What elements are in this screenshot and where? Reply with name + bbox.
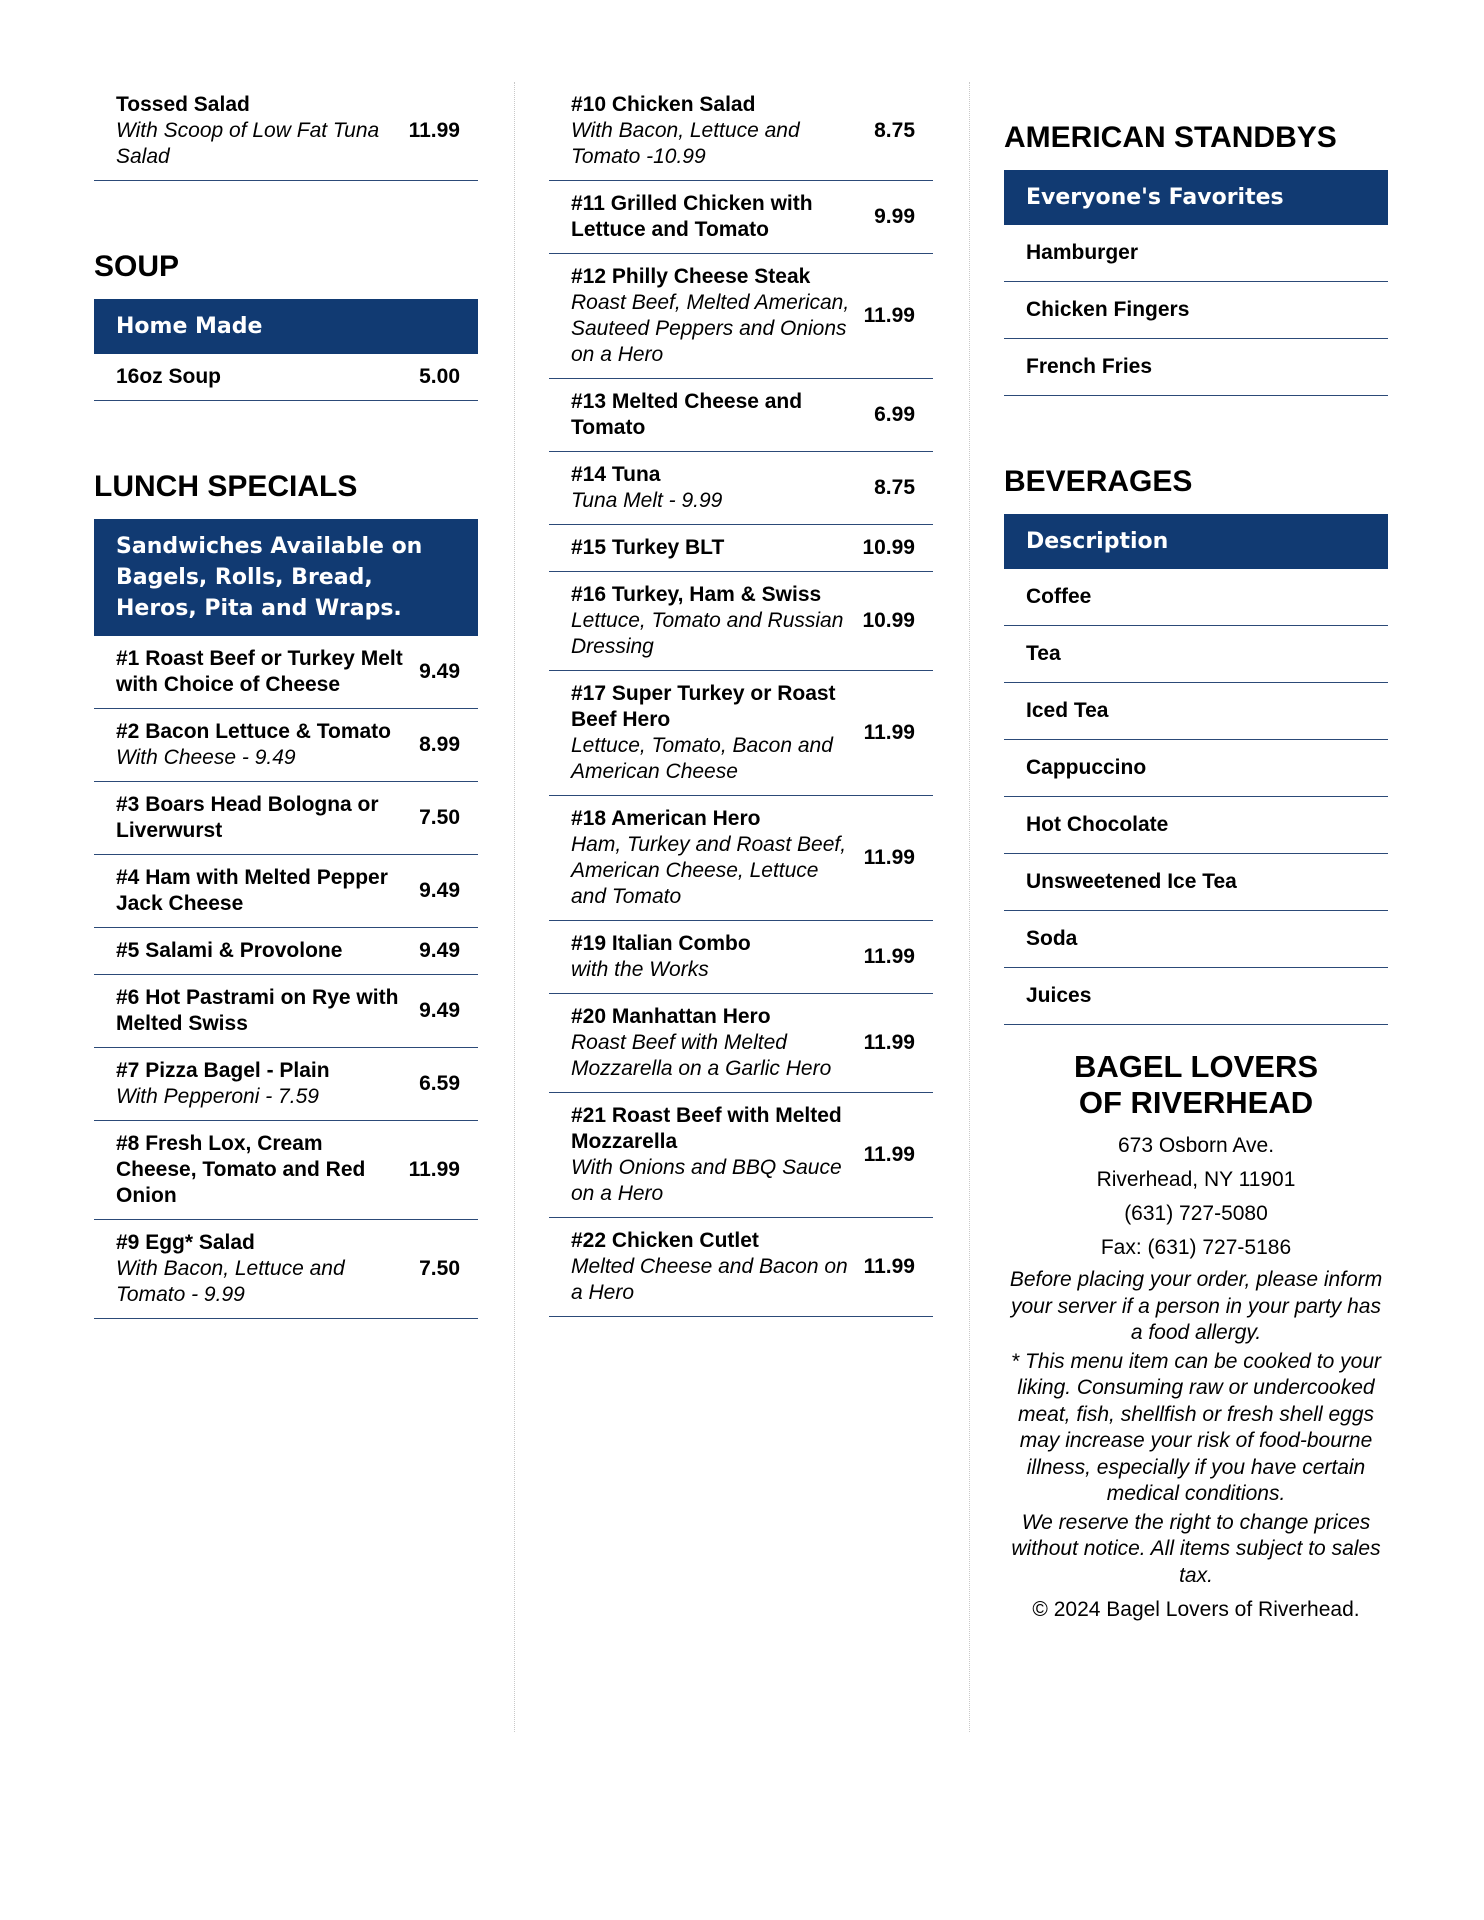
item-name: #20 Manhattan Hero bbox=[571, 1005, 771, 1028]
list-item: Coffee bbox=[1004, 569, 1388, 626]
item-price: 11.99 bbox=[863, 1143, 915, 1166]
column-divider bbox=[514, 82, 515, 1732]
item-name: #18 American Hero bbox=[571, 807, 761, 830]
menu-item bbox=[94, 1121, 478, 1220]
item-name: #11 Grilled Chicken with Lettuce and Tomato bbox=[571, 192, 813, 241]
list-item: French Fries bbox=[1004, 339, 1388, 396]
menu-item bbox=[549, 994, 933, 1093]
menu-column-3 bbox=[1004, 82, 1388, 1625]
list-item: Tea bbox=[1004, 626, 1388, 683]
salad-list bbox=[94, 82, 478, 181]
item-name: #22 Chicken Cutlet bbox=[571, 1229, 759, 1252]
item-desc: With Bacon, Lettuce and Tomato - 9.99 bbox=[116, 1257, 345, 1306]
menu-item bbox=[549, 452, 933, 525]
item-price: 8.75 bbox=[874, 119, 915, 142]
item-desc: With Onions and BBQ Sauce on a Hero bbox=[571, 1156, 842, 1205]
item-price: 11.99 bbox=[863, 945, 915, 968]
item-price: 7.50 bbox=[419, 806, 460, 829]
item-price: 11.99 bbox=[863, 304, 915, 327]
menu-item bbox=[94, 1048, 478, 1121]
item-desc: Roast Beef with Melted Mozzarella on a Garlic Hero bbox=[571, 1031, 832, 1080]
item-name: 16oz Soup bbox=[116, 365, 222, 388]
menu-item bbox=[549, 379, 933, 452]
item-desc: With Pepperoni - 7.59 bbox=[116, 1085, 319, 1108]
item-name: #4 Ham with Melted Pepper Jack Cheese bbox=[116, 866, 388, 915]
item-name: #17 Super Turkey or Roast Beef Hero bbox=[571, 682, 836, 731]
section-heading-lunch-specials: LUNCH SPECIALS bbox=[94, 470, 358, 503]
item-price: 9.49 bbox=[419, 999, 460, 1022]
item-desc: Ham, Turkey and Roast Beef, American Cheese, Lettuce and Tomato bbox=[571, 833, 847, 908]
item-name: #16 Turkey, Ham & Swiss bbox=[571, 583, 822, 606]
item-price: 11.99 bbox=[408, 1158, 460, 1181]
standbys-list bbox=[1004, 225, 1388, 396]
item-name: #15 Turkey BLT bbox=[571, 536, 725, 559]
item-desc: With Cheese - 9.49 bbox=[116, 746, 296, 769]
menu-item bbox=[549, 254, 933, 379]
item-name: #2 Bacon Lettuce & Tomato bbox=[116, 720, 391, 743]
menu-item bbox=[94, 354, 478, 401]
item-price: 10.99 bbox=[862, 609, 915, 632]
section-band-soup: Home Made bbox=[94, 299, 478, 354]
list-item: Iced Tea bbox=[1004, 683, 1388, 740]
item-desc: with the Works bbox=[571, 958, 709, 981]
section-band-lunch: Sandwiches Available on Bagels, Rolls, Bread, Heros, Pita and Wraps. bbox=[94, 519, 478, 636]
item-desc: Lettuce, Tomato and Russian Dressing bbox=[571, 609, 844, 658]
item-name: #14 Tuna bbox=[571, 463, 661, 486]
item-price: 6.99 bbox=[874, 403, 915, 426]
list-item: Soda bbox=[1004, 911, 1388, 968]
list-item: Hot Chocolate bbox=[1004, 797, 1388, 854]
menu-item bbox=[94, 928, 478, 975]
sandwich-list bbox=[549, 82, 933, 1317]
item-price: 5.00 bbox=[419, 365, 460, 388]
raw-food-note: * This menu item can be cooked to your liking. Consuming raw or undercooked meat, fish, shellfish or fresh shell eggs may increase your risk of food-bourne illness, especially if you have certain medical conditions. bbox=[1010, 1349, 1382, 1505]
section-heading-american-standbys: AMERICAN STANDBYS bbox=[1004, 121, 1337, 154]
menu-item bbox=[94, 975, 478, 1048]
shop-address-line2: Riverhead, NY 11901 bbox=[1096, 1168, 1296, 1191]
menu-column-1 bbox=[94, 82, 478, 1319]
item-desc: Melted Cheese and Bacon on a Hero bbox=[571, 1255, 848, 1304]
column-divider bbox=[969, 82, 970, 1732]
item-price: 11.99 bbox=[863, 1255, 915, 1278]
menu-item bbox=[94, 1220, 478, 1319]
item-name: #9 Egg* Salad bbox=[116, 1231, 255, 1254]
item-name: #3 Boars Head Bologna or Liverwurst bbox=[116, 793, 379, 842]
section-band-beverages: Description bbox=[1004, 514, 1388, 569]
menu-item bbox=[549, 921, 933, 994]
menu-item bbox=[549, 181, 933, 254]
item-price: 11.99 bbox=[863, 1031, 915, 1054]
beverages-list bbox=[1004, 569, 1388, 1025]
section-heading-soup: SOUP bbox=[94, 250, 180, 283]
item-price: 7.50 bbox=[419, 1257, 460, 1280]
item-desc: With Bacon, Lettuce and Tomato -10.99 bbox=[571, 119, 800, 168]
lunch-specials-list bbox=[94, 636, 478, 1319]
copyright: © 2024 Bagel Lovers of Riverhead. bbox=[1032, 1598, 1360, 1621]
item-name: Tossed Salad bbox=[116, 93, 250, 116]
shop-name-line2: OF RIVERHEAD bbox=[1078, 1085, 1314, 1120]
item-price: 8.75 bbox=[874, 476, 915, 499]
item-name: #5 Salami & Provolone bbox=[116, 939, 343, 962]
menu-item bbox=[94, 82, 478, 181]
item-desc: Lettuce, Tomato, Bacon and American Cheese bbox=[571, 734, 833, 783]
price-note: We reserve the right to change prices without notice. All items subject to sales tax. bbox=[1011, 1510, 1381, 1587]
item-price: 11.99 bbox=[408, 119, 460, 142]
list-item: Unsweetened Ice Tea bbox=[1004, 854, 1388, 911]
item-price: 9.49 bbox=[419, 660, 460, 683]
item-price: 8.99 bbox=[419, 733, 460, 756]
menu-item bbox=[549, 82, 933, 181]
shop-address-line1: 673 Osborn Ave. bbox=[1117, 1134, 1275, 1157]
item-name: #19 Italian Combo bbox=[571, 932, 751, 955]
menu-column-2 bbox=[549, 82, 933, 1317]
item-name: #1 Roast Beef or Turkey Melt with Choice of Cheese bbox=[116, 647, 403, 696]
menu-item bbox=[549, 671, 933, 796]
item-name: #10 Chicken Salad bbox=[571, 93, 756, 116]
item-name: #6 Hot Pastrami on Rye with Melted Swiss bbox=[116, 986, 399, 1035]
shop-fax: Fax: (631) 727-5186 bbox=[1100, 1236, 1292, 1259]
list-item: Juices bbox=[1004, 968, 1388, 1025]
item-desc: With Scoop of Low Fat Tuna Salad bbox=[116, 119, 380, 168]
list-item: Chicken Fingers bbox=[1004, 282, 1388, 339]
item-price: 6.59 bbox=[419, 1072, 460, 1095]
list-item: Cappuccino bbox=[1004, 740, 1388, 797]
shop-phone: (631) 727-5080 bbox=[1124, 1202, 1268, 1225]
menu-item bbox=[94, 782, 478, 855]
list-item: Hamburger bbox=[1004, 225, 1388, 282]
item-name: #7 Pizza Bagel - Plain bbox=[116, 1059, 330, 1082]
item-price: 9.49 bbox=[419, 879, 460, 902]
section-heading-beverages: BEVERAGES bbox=[1004, 465, 1193, 498]
shop-name-line1: BAGEL LOVERS bbox=[1073, 1049, 1319, 1084]
item-name: #8 Fresh Lox, Cream Cheese, Tomato and Red Onion bbox=[116, 1132, 366, 1207]
item-desc: Roast Beef, Melted American, Sauteed Peppers and Onions on a Hero bbox=[571, 291, 850, 366]
section-band-standbys: Everyone's Favorites bbox=[1004, 170, 1388, 225]
item-price: 10.99 bbox=[862, 536, 915, 559]
menu-item bbox=[549, 1093, 933, 1218]
item-price: 9.49 bbox=[419, 939, 460, 962]
item-price: 11.99 bbox=[863, 721, 915, 744]
item-price: 11.99 bbox=[863, 846, 915, 869]
menu-item bbox=[94, 636, 478, 709]
item-name: #13 Melted Cheese and Tomato bbox=[571, 390, 803, 439]
menu-item bbox=[94, 709, 478, 782]
menu-item bbox=[549, 796, 933, 921]
item-name: #21 Roast Beef with Melted Mozzarella bbox=[571, 1104, 842, 1153]
allergy-note: Before placing your order, please inform your server if a person in your party has a food allergy. bbox=[1009, 1268, 1383, 1344]
menu-item bbox=[94, 855, 478, 928]
item-price: 9.99 bbox=[874, 205, 915, 228]
item-name: #12 Philly Cheese Steak bbox=[571, 265, 811, 288]
item-desc: Tuna Melt - 9.99 bbox=[571, 489, 723, 512]
shop-info bbox=[1004, 1049, 1388, 1625]
menu-item bbox=[549, 572, 933, 671]
menu-item bbox=[549, 525, 933, 572]
menu-item bbox=[549, 1218, 933, 1317]
